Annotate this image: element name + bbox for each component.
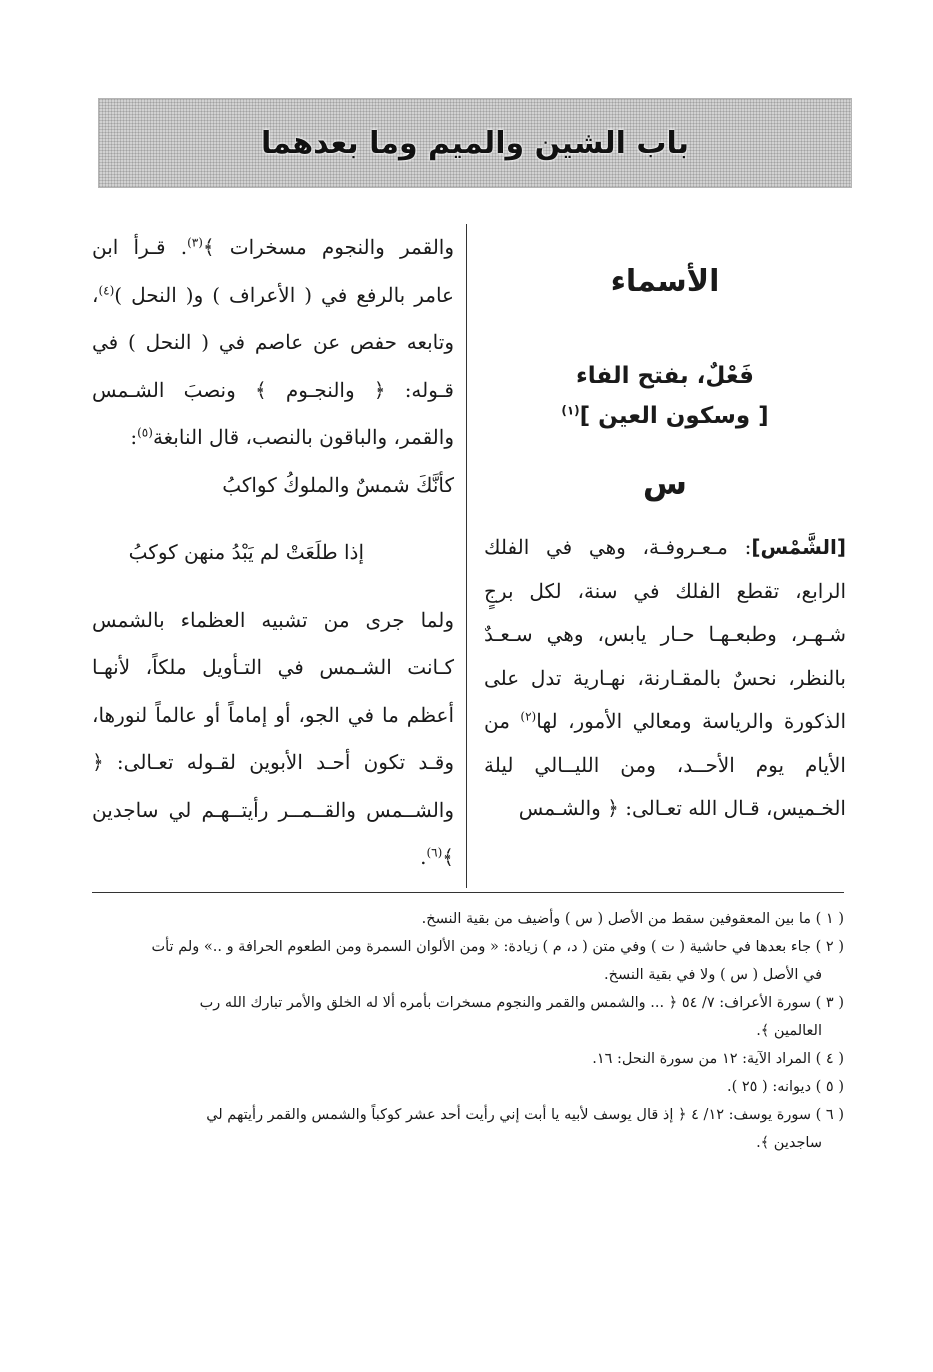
paragraph-1-d: :	[130, 425, 138, 449]
entry-body-1: : مـعـروفـة، وهي في الفلك الرابع، تقطع الفلك في سنة، لكل برجٍ شـهـر، وطبعـهـا حـار يابس، وهي سـعـدٌ بالنظر، نحسٌ بالمقـارنة، نهـارية تدل على الذكورة والرياسة ومعالي الأمور، لها	[484, 535, 847, 733]
right-column	[484, 224, 846, 831]
poem-verse-2: إذا طلَعَتْ لم يَبْدُ منهن كوكبُ	[128, 540, 364, 564]
footnote-2: ( ٢ ) جاء بعدها في حاشية ( ت ) وفي متن ( د، م ) زيادة: « ومن الألوان السمرة ومن الطعوم الحرافة و ..» ولم تأت	[151, 939, 844, 955]
footnote-ref-2[interactable]: (٢)	[520, 709, 537, 724]
footnote-rule	[92, 892, 844, 893]
pattern-heading	[484, 356, 846, 436]
entry-body-2: من الأيام يوم الأحــد، ومن الليــالي ليلة الخـميس، قـال الله تعـالى: ﴿ والشـمس	[484, 709, 846, 820]
paragraph-2	[92, 597, 454, 882]
footnote-6-continued: ساجدين ﴾.	[756, 1135, 822, 1151]
paragraph-1-b: . قـرأ ابن عامر بالرفع في ( الأعراف ) و( النحل )	[92, 235, 454, 307]
footnotes	[92, 905, 844, 1157]
letter-heading: س	[642, 464, 688, 502]
paragraph-1-c: ، وتابعه حفص عن عاصم في ( النحل ) في قـوله: ﴿ والنجـوم ﴾ ونصبَ الشـمس والقمر، والباقون بالنصب، قال النابغة	[92, 282, 454, 449]
section-heading: الأسماء	[610, 264, 720, 299]
poem-verse-1: كأنَّكَ شمسٌ والملوكُ كواكبُ	[222, 472, 454, 497]
paragraph-2-b: .	[420, 845, 427, 869]
pattern-line-2	[484, 396, 846, 436]
footnote-3: ( ٣ ) سورة الأعراف: ٧/ ٥٤ ﴿ ... والشمس والقمر والنجوم مسخرات بأمره ألا له الخلق والأمر تبارك الله رب	[199, 995, 844, 1011]
paragraph-2-a: ولما جرى من تشبيه العظماء بالشمس كـانت الشـمس في التـأويل ملكاً، لأنهـا أعظم ما في الجو، أو إماماً أو عالماً لنورها، وقـد تكون أحـد الأبوين لقـوله تعـالى: ﴿ والشــمس والقــمــر رأيتــهـم لي ساجدين ﴾	[92, 607, 454, 869]
footnote-2-continued: في الأصل ( س ) ولا في بقية النسخ.	[603, 967, 822, 983]
footnote-ref-3[interactable]: (٣)	[187, 235, 203, 250]
footnote-6: ( ٦ ) سورة يوسف: ١٢/ ٤ ﴿ إذ قال يوسف لأبيه يا أبت إني رأيت أحد عشر كوكباً والشمس والقمر رأيتهم لي	[206, 1107, 844, 1123]
pattern-line-1: فَعْلٌ، بفتح الفاء	[576, 363, 754, 389]
chapter-title: باب الشين والميم وما بعدهما	[260, 125, 690, 161]
paragraph-1	[92, 224, 454, 462]
footnote-ref-1[interactable]: (١)	[561, 403, 580, 418]
footnote-3-continued: العالمين ﴾.	[756, 1023, 822, 1039]
footnote-ref-5[interactable]: (٥)	[137, 425, 153, 440]
footnote-ref-4[interactable]: (٤)	[98, 282, 115, 297]
entry-word: [الشَّمْس]	[751, 535, 846, 559]
footnote-5: ( ٥ ) ديوانه: ( ٢٥ ).	[726, 1079, 844, 1095]
column-divider	[466, 224, 467, 888]
paragraph-1-a: والقمر والنجوم مسخرات ﴾	[202, 235, 454, 259]
footnote-ref-6[interactable]: (٦)	[426, 845, 443, 860]
pattern-line-2-text: [ وسكون العين ]	[579, 403, 769, 429]
footnote-4: ( ٤ ) المراد الآية: ١٢ من سورة النحل: ١٦.	[592, 1051, 844, 1067]
chapter-banner	[98, 98, 852, 188]
entry-shams	[484, 526, 846, 831]
left-column	[92, 224, 454, 882]
footnote-1: ( ١ ) ما بين المعقوفين سقط من الأصل ( س ) وأضيف من بقية النسخ.	[421, 911, 844, 927]
